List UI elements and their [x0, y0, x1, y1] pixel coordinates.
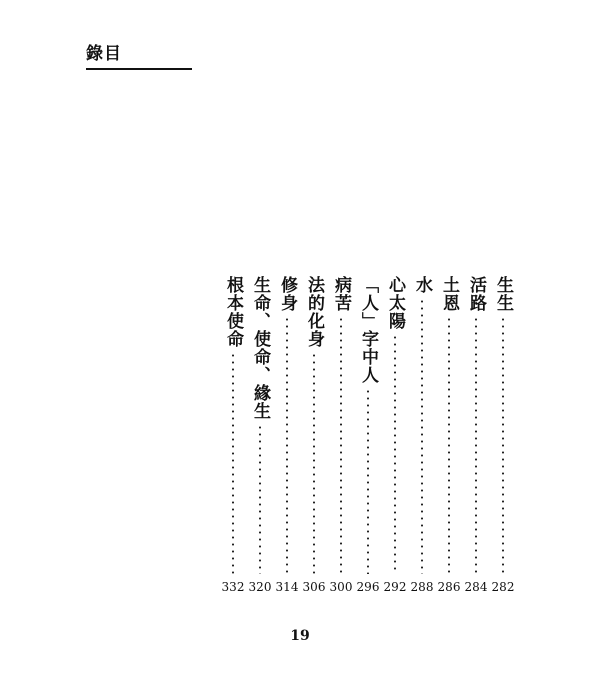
- toc-entry[interactable]: [330, 276, 352, 594]
- dot-leader: [475, 316, 477, 574]
- toc-entry[interactable]: [276, 276, 298, 594]
- toc-entry-title: 修身: [277, 276, 297, 312]
- title-underline: [86, 68, 192, 70]
- toc-entry[interactable]: [438, 276, 460, 594]
- toc-entry-page: 306: [302, 580, 326, 594]
- toc-entry[interactable]: [411, 276, 433, 594]
- toc-entry-page: 300: [329, 580, 353, 594]
- toc-entry[interactable]: [249, 276, 271, 594]
- dot-leader: [421, 298, 423, 574]
- toc-entry[interactable]: [222, 276, 244, 594]
- toc-entry-title: 病苦: [331, 276, 351, 312]
- toc-entry-page: 284: [464, 580, 488, 594]
- toc-entry-page: 314: [275, 580, 299, 594]
- dot-leader: [502, 316, 504, 574]
- toc-entry-title: 「人」字中人: [358, 276, 378, 384]
- dot-leader: [286, 316, 288, 574]
- table-of-contents: [222, 276, 514, 594]
- toc-entry[interactable]: [384, 276, 406, 594]
- toc-entry-page: 296: [356, 580, 380, 594]
- toc-entry-title: 根本使命: [223, 276, 243, 348]
- page-number: 19: [290, 628, 310, 644]
- dot-leader: [340, 316, 342, 574]
- toc-header: [86, 44, 192, 70]
- toc-entry[interactable]: [357, 276, 379, 594]
- dot-leader: [259, 424, 261, 574]
- toc-entry-page: 332: [221, 580, 245, 594]
- toc-entry-page: 282: [491, 580, 515, 594]
- dot-leader: [367, 388, 369, 574]
- dot-leader: [448, 316, 450, 574]
- toc-entry-title: 生命、使命、緣生: [250, 276, 270, 420]
- toc-entry-page: 292: [383, 580, 407, 594]
- toc-entry[interactable]: [465, 276, 487, 594]
- toc-entry-title: 法的化身: [304, 276, 324, 348]
- toc-entry-title: 心太陽: [385, 276, 405, 330]
- toc-entry-page: 288: [410, 580, 434, 594]
- toc-entry[interactable]: [303, 276, 325, 594]
- toc-entry-page: 286: [437, 580, 461, 594]
- toc-entry[interactable]: [492, 276, 514, 594]
- dot-leader: [394, 334, 396, 574]
- dot-leader: [232, 352, 234, 574]
- toc-entry-title: 生生: [493, 276, 513, 312]
- toc-entry-title: 土恩: [439, 276, 459, 312]
- toc-entry-title: 水: [412, 276, 432, 294]
- toc-entry-page: 320: [248, 580, 272, 594]
- dot-leader: [313, 352, 315, 574]
- page-title: 錄目: [86, 44, 122, 64]
- toc-entry-title: 活路: [466, 276, 486, 312]
